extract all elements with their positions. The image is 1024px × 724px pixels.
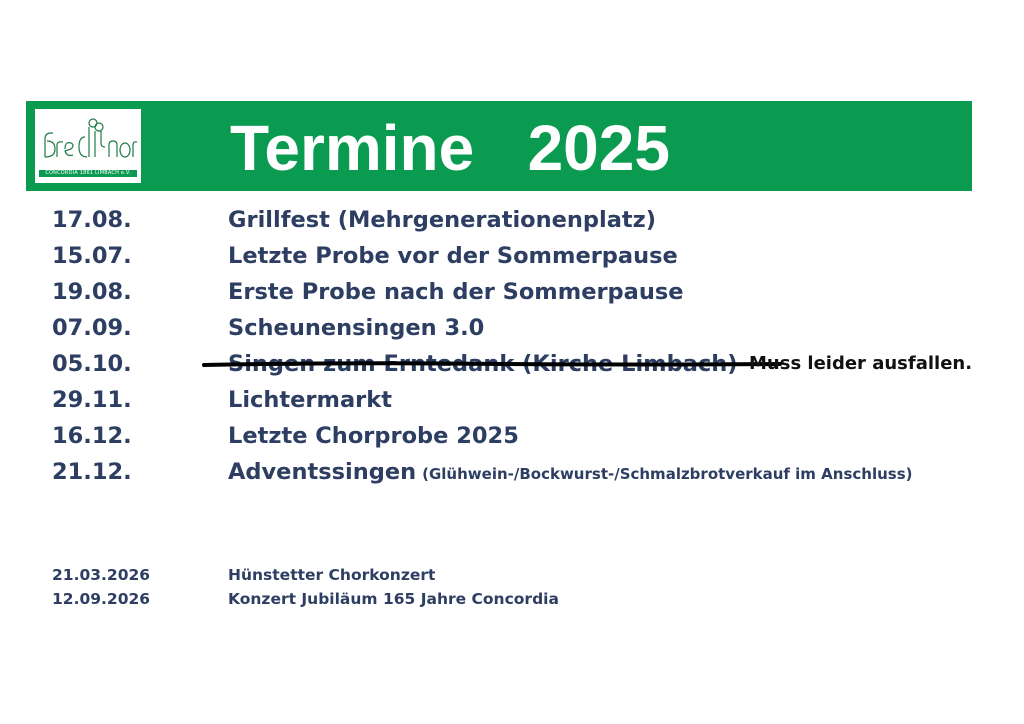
event-date: 07.09. (52, 315, 132, 341)
page-title: Termine 2025 (230, 112, 670, 184)
strikethrough-line (202, 346, 782, 382)
event-name-cancelled: Singen zum Erntedank (Kirche Limbach) (228, 351, 738, 377)
cancellation-remark: Muss leider ausfallen. (749, 353, 973, 374)
future-event-name: Hünstetter Chorkonzert (228, 566, 436, 584)
event-row (52, 238, 1012, 274)
event-row (52, 382, 1012, 418)
events-list (52, 202, 1012, 490)
event-row (52, 418, 1012, 454)
event-name: Grillfest (Mehrgenerationenplatz) (228, 207, 657, 233)
event-name: Lichtermarkt (228, 387, 392, 413)
event-name: Erste Probe nach der Sommerpause (228, 279, 684, 305)
event-row (52, 310, 1012, 346)
event-row (52, 274, 1012, 310)
future-event-row (52, 587, 752, 611)
choir-logo (35, 109, 141, 183)
event-date: 19.08. (52, 279, 132, 305)
event-name: Letzte Chorprobe 2025 (228, 423, 519, 449)
header-banner (26, 101, 972, 191)
event-date: 29.11. (52, 387, 132, 413)
future-event-row (52, 563, 752, 587)
event-name: Adventssingen (228, 459, 417, 485)
event-row-cancelled (52, 346, 1012, 382)
future-events-list (52, 563, 752, 611)
future-event-date: 12.09.2026 (52, 590, 151, 608)
logo-subtitle: CONCORDIA 1861 LIMBACH e.V. (39, 170, 137, 177)
future-event-name: Konzert Jubiläum 165 Jahre Concordia (228, 590, 559, 608)
event-row (52, 202, 1012, 238)
event-date: 17.08. (52, 207, 132, 233)
event-date: 15.07. (52, 243, 132, 269)
event-name-group (228, 454, 912, 492)
event-note: (Glühwein-/Bockwurst-/Schmalzbrotverkauf im Anschluss) (422, 465, 913, 483)
event-date: 21.12. (52, 459, 132, 485)
event-date: 05.10. (52, 351, 132, 377)
event-name: Letzte Probe vor der Sommerpause (228, 243, 678, 269)
event-name: Scheunensingen 3.0 (228, 315, 485, 341)
event-row (52, 454, 1012, 490)
future-event-date: 21.03.2026 (52, 566, 151, 584)
event-date: 16.12. (52, 423, 132, 449)
